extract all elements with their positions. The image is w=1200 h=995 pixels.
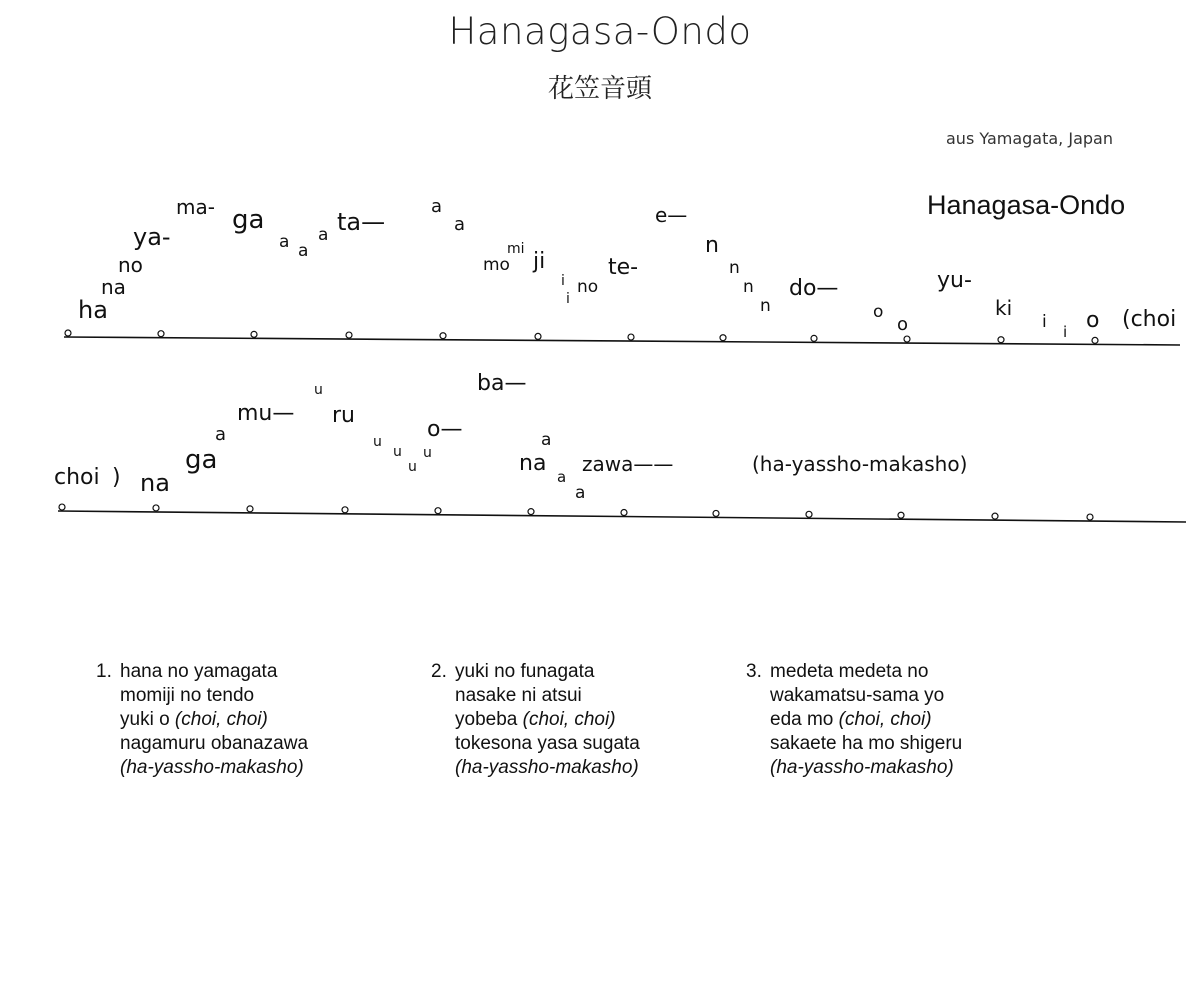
verse-line	[770, 660, 962, 684]
verse-line-text: yuki o	[120, 709, 175, 730]
beat-mark	[904, 336, 910, 342]
lyric-syllable: ga	[185, 445, 218, 475]
lyric-syllable: u	[408, 459, 417, 475]
beat-mark	[806, 511, 812, 517]
beat-mark	[158, 331, 164, 337]
verse-line-text: nasake ni atsui	[455, 685, 582, 706]
verse-line-text: momiji no tendo	[120, 685, 255, 706]
beat-mark	[1087, 514, 1093, 520]
lyric-syllable: (choi	[1122, 307, 1177, 332]
verse-line	[770, 708, 962, 732]
song-origin: aus Yamagata, Japan	[946, 129, 1113, 148]
verse-number: 2.	[431, 661, 447, 682]
verse-line-text: yuki no funagata	[455, 661, 595, 682]
beat-mark	[251, 331, 257, 337]
verse-line-text: wakamatsu-sama yo	[770, 685, 945, 706]
verse-line-refrain: (choi, choi)	[522, 709, 616, 730]
lyric-syllable: u	[423, 445, 432, 461]
song-title: Hanagasa-Ondo	[448, 10, 752, 53]
lyric-syllable: u	[314, 382, 323, 398]
beat-mark	[440, 333, 446, 339]
lyric-syllable: yu-	[937, 268, 972, 293]
verse-line	[120, 660, 308, 684]
lyric-syllable: ji	[533, 249, 546, 274]
verse-line-refrain: (ha-yassho-makasho)	[120, 757, 304, 778]
beat-mark	[998, 337, 1004, 343]
lyric-syllable: o—	[427, 417, 463, 442]
score-title: Hanagasa-Ondo	[927, 190, 1126, 220]
verse-line-refrain: (choi, choi)	[838, 709, 932, 730]
verse-line-text: sakaete ha mo shigeru	[770, 733, 963, 754]
lyric-syllable: mo	[483, 255, 510, 275]
lyric-syllable: u	[393, 444, 402, 460]
lyric-syllable: a	[298, 241, 309, 261]
song-title-japanese: 花笠音頭	[547, 74, 652, 104]
beat-mark	[628, 334, 634, 340]
beat-mark	[342, 507, 348, 513]
lyric-syllable: e—	[655, 203, 688, 227]
staff-2-syllables	[54, 371, 967, 503]
lyric-syllable: i	[1042, 312, 1047, 332]
lyric-syllable: (ha-yassho-makasho)	[752, 452, 968, 476]
verse-line	[120, 708, 308, 732]
lyric-syllable: i	[561, 273, 565, 289]
lyric-syllable: ru	[332, 403, 355, 428]
beat-mark	[992, 513, 998, 519]
verse-line	[455, 708, 640, 732]
verse-line-refrain: (choi, choi)	[174, 709, 268, 730]
verse-line-text: eda mo	[770, 709, 839, 730]
beat-mark	[153, 505, 159, 511]
verse-line-text: tokesona yasa sugata	[455, 733, 640, 754]
lyric-syllable: )	[112, 465, 121, 490]
lyric-syllable: n	[705, 233, 719, 258]
beat-mark	[435, 508, 441, 514]
beat-mark	[528, 509, 534, 515]
lyric-syllable: ta—	[337, 208, 386, 236]
verse-line	[120, 684, 308, 708]
lyric-syllable: choi	[54, 465, 100, 490]
lyric-syllable: na	[519, 451, 547, 476]
verse-line-text: yobeba	[455, 709, 523, 730]
verse-line	[770, 732, 962, 756]
verse-lines	[770, 660, 962, 780]
lyric-syllable: a	[557, 468, 567, 486]
verse-lines	[455, 660, 640, 780]
beat-mark	[811, 335, 817, 341]
verse-lines	[120, 660, 308, 780]
beat-mark	[713, 510, 719, 516]
verse-line	[455, 732, 640, 756]
lyric-syllable: o	[1086, 308, 1100, 333]
verse-number: 3.	[746, 661, 762, 682]
lyric-syllable: a	[215, 424, 227, 445]
lyric-syllable: n	[760, 296, 771, 316]
lyric-syllable: a	[541, 430, 552, 450]
verse-line	[770, 756, 962, 780]
lyric-syllable: u	[373, 434, 382, 450]
staff-1-syllables	[78, 195, 1176, 341]
beat-mark	[65, 330, 71, 336]
lyric-syllable: ba—	[477, 371, 527, 396]
beat-mark	[535, 333, 541, 339]
lyric-syllable: a	[318, 225, 329, 245]
lyric-syllable: no	[118, 253, 143, 277]
lyric-syllable: mi	[507, 241, 525, 257]
verse-line-refrain: (ha-yassho-makasho)	[455, 757, 639, 778]
lyric-syllable: n	[743, 277, 754, 297]
lyric-syllable: do—	[789, 276, 839, 301]
beat-mark	[720, 335, 726, 341]
verse-line-refrain: (ha-yassho-makasho)	[770, 757, 954, 778]
verse-number: 1.	[96, 661, 112, 682]
verse-line	[770, 684, 962, 708]
lyric-syllable: na	[101, 275, 126, 299]
lyric-syllable: ki	[995, 296, 1013, 320]
staff-line-2	[58, 511, 1186, 522]
verse-line	[120, 756, 308, 780]
lyric-syllable: i	[1063, 323, 1068, 341]
lyric-syllable: a	[431, 196, 443, 217]
lyric-syllable: no	[577, 277, 599, 297]
lyric-syllable: a	[279, 232, 290, 252]
beat-mark	[59, 504, 65, 510]
lyric-syllable: ma-	[176, 195, 215, 219]
beat-mark	[247, 506, 253, 512]
lyric-syllable: na	[140, 469, 170, 497]
lyric-syllable: te-	[608, 255, 639, 280]
lyric-syllable: o	[873, 302, 884, 322]
staff-line-1	[64, 337, 1180, 345]
lyric-syllable: a	[454, 214, 466, 235]
lyric-syllable: ga	[232, 205, 265, 235]
lyric-syllable: i	[566, 291, 570, 307]
beat-mark	[621, 510, 627, 516]
staff-lines	[58, 337, 1186, 522]
lyric-syllable: n	[729, 258, 740, 278]
verse-line	[120, 732, 308, 756]
verse-line-text: hana no yamagata	[120, 661, 278, 682]
lyric-syllable: mu—	[237, 401, 295, 426]
beat-mark	[1092, 337, 1098, 343]
verse-line	[455, 684, 640, 708]
verse-line	[455, 660, 640, 684]
verse-line	[455, 756, 640, 780]
lyric-syllable: ya-	[133, 223, 171, 251]
lyric-syllable: o	[897, 314, 909, 335]
beat-mark	[346, 332, 352, 338]
beat-mark	[898, 512, 904, 518]
lyric-syllable: a	[575, 483, 586, 503]
lyric-syllable: ha	[78, 296, 108, 324]
verse-line-text: nagamuru obanazawa	[120, 733, 309, 754]
lyric-syllable: zawa——	[582, 452, 674, 476]
verse-line-text: medeta medeta no	[770, 661, 929, 682]
